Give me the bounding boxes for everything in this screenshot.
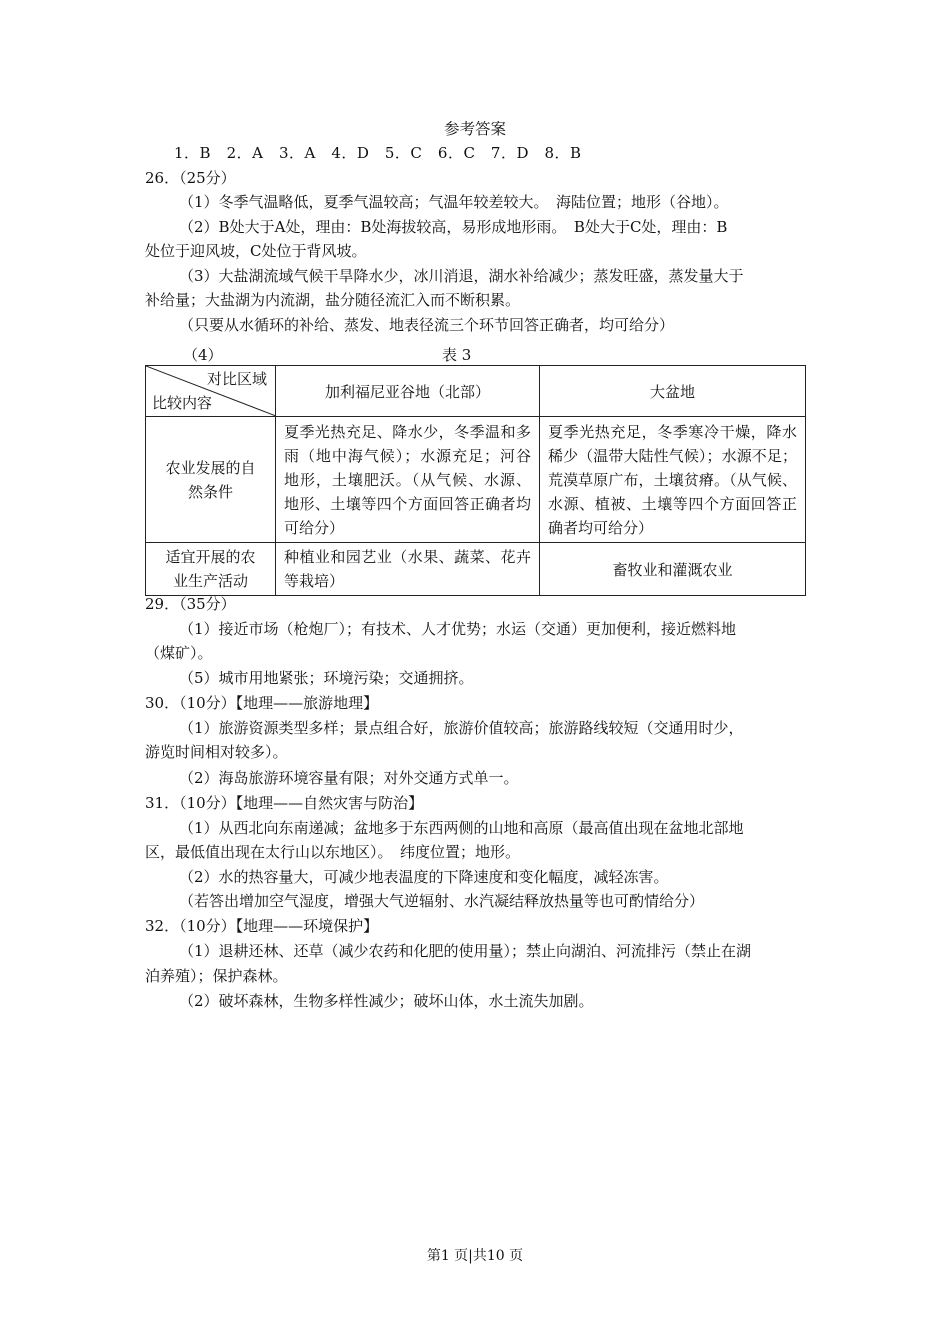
q26-part4-label: （4）: [183, 346, 223, 364]
row-label-natural-conditions: 农业发展的自然条件: [146, 417, 276, 543]
table-header-row: [146, 366, 806, 417]
q30-part1-line1: （1）旅游资源类型多样；景点组合好，旅游价值较高；旅游路线较短（交通用时少，: [179, 719, 744, 737]
choice-answers: 1．B 2．A 3．A 4．D 5．C 6．C 7．D 8．B: [174, 144, 582, 162]
table-corner-cell: [146, 366, 276, 417]
cell-great-basin-conditions: 夏季光热充足，冬季寒冷干燥，降水稀少（温带大陆性气候）；水源不足；荒漠草原广布，土壤贫瘠。（从气候、水源、植被、土壤等四个方面回答正确者均可给分）: [540, 417, 806, 543]
q30-part2: （2）海岛旅游环境容量有限；对外交通方式单一。: [179, 769, 519, 787]
q26-part3-line2: 补给量；大盐湖为内流湖，盐分随径流汇入而不断积累。: [145, 291, 521, 309]
column-header-california: 加利福尼亚谷地（北部）: [276, 366, 540, 417]
comparison-table: [145, 365, 806, 596]
q26-part3-note: （只要从水循环的补给、蒸发、地表径流三个环节回答正确者，均可给分）: [179, 316, 675, 334]
q32-part1-line1: （1）退耕还林、还草（减少农药和化肥的使用量）；禁止向湖泊、河流排污（禁止在湖: [179, 942, 752, 960]
table-row-activities: [146, 543, 806, 596]
column-header-great-basin: 大盆地: [540, 366, 806, 417]
q32-part2: （2）破坏森林，生物多样性减少；破坏山体，水土流失加剧。: [179, 992, 594, 1010]
row-label-activities: 适宜开展的农业生产活动: [146, 543, 276, 596]
table-caption: 表 3: [442, 346, 472, 364]
table-caption-row: [0, 345, 950, 365]
q32-heading: 32．（10分）【地理——环境保护】: [145, 917, 379, 935]
page-title: 参考答案: [443, 120, 506, 138]
q31-part2: （2）水的热容量大，可减少地表温度的下降速度和变化幅度，减轻冻害。: [179, 868, 669, 886]
q26-part3-line1: （3）大盐湖流域气候干旱降水少，冰川消退，湖水补给减少；蒸发旺盛，蒸发量大于: [179, 267, 744, 285]
q29-part1-line1: （1）接近市场（枪炮厂）；有技术、人才优势；水运（交通）更加便利，接近燃料地: [179, 620, 737, 638]
table-row-natural-conditions: [146, 417, 806, 543]
q31-part1-line2: 区，最低值出现在太行山以东地区）。 纬度位置；地形。: [145, 843, 521, 861]
q31-part1-line1: （1）从西北向东南递减；盆地多于东西两侧的山地和高原（最高值出现在盆地北部地: [179, 819, 744, 837]
q31-heading: 31．（10分）【地理——自然灾害与防治】: [145, 794, 424, 812]
q31-part2-note: （若答出增加空气湿度，增强大气逆辐射、水汽凝结释放热量等也可酌情给分）: [179, 892, 705, 910]
q30-heading: 30．（10分）【地理——旅游地理】: [145, 694, 379, 712]
q29-part5: （5）城市用地紧张；环境污染；交通拥挤。: [179, 669, 474, 687]
q29-heading: 29．（35分）: [145, 595, 236, 613]
cell-california-conditions: 夏季光热充足、降水少，冬季温和多雨（地中海气候）；水源充足；河谷地形，土壤肥沃。（从气候、水源、地形、土壤等四个方面回答正确者均可给分）: [276, 417, 540, 543]
cell-california-activities: 种植业和园艺业（水果、蔬菜、花卉等栽培）: [276, 543, 540, 596]
q26-part2-line2: 处位于迎风坡，C处位于背风坡。: [145, 242, 367, 260]
corner-bottom-label: 比较内容: [152, 394, 213, 412]
corner-top-label: 对比区域: [206, 370, 267, 388]
q26-part1: （1）冬季气温略低，夏季气温较高；气温年较差较大。 海陆位置；地形（谷地）。: [179, 193, 729, 211]
q26-part2-line1: （2）B处大于A处，理由：B处海拔较高，易形成地形雨。 B处大于C处，理由：B: [179, 218, 728, 236]
page-footer: 第1 页|共10 页: [426, 1248, 524, 1264]
cell-great-basin-activities: 畜牧业和灌溉农业: [540, 543, 806, 596]
q32-part1-line2: 泊养殖）；保护森林。: [145, 967, 288, 985]
q30-part1-line2: 游览时间相对较多）。: [145, 743, 288, 761]
q29-part1-line2: （煤矿）。: [145, 644, 213, 662]
q26-heading: 26．（25分）: [145, 169, 236, 187]
